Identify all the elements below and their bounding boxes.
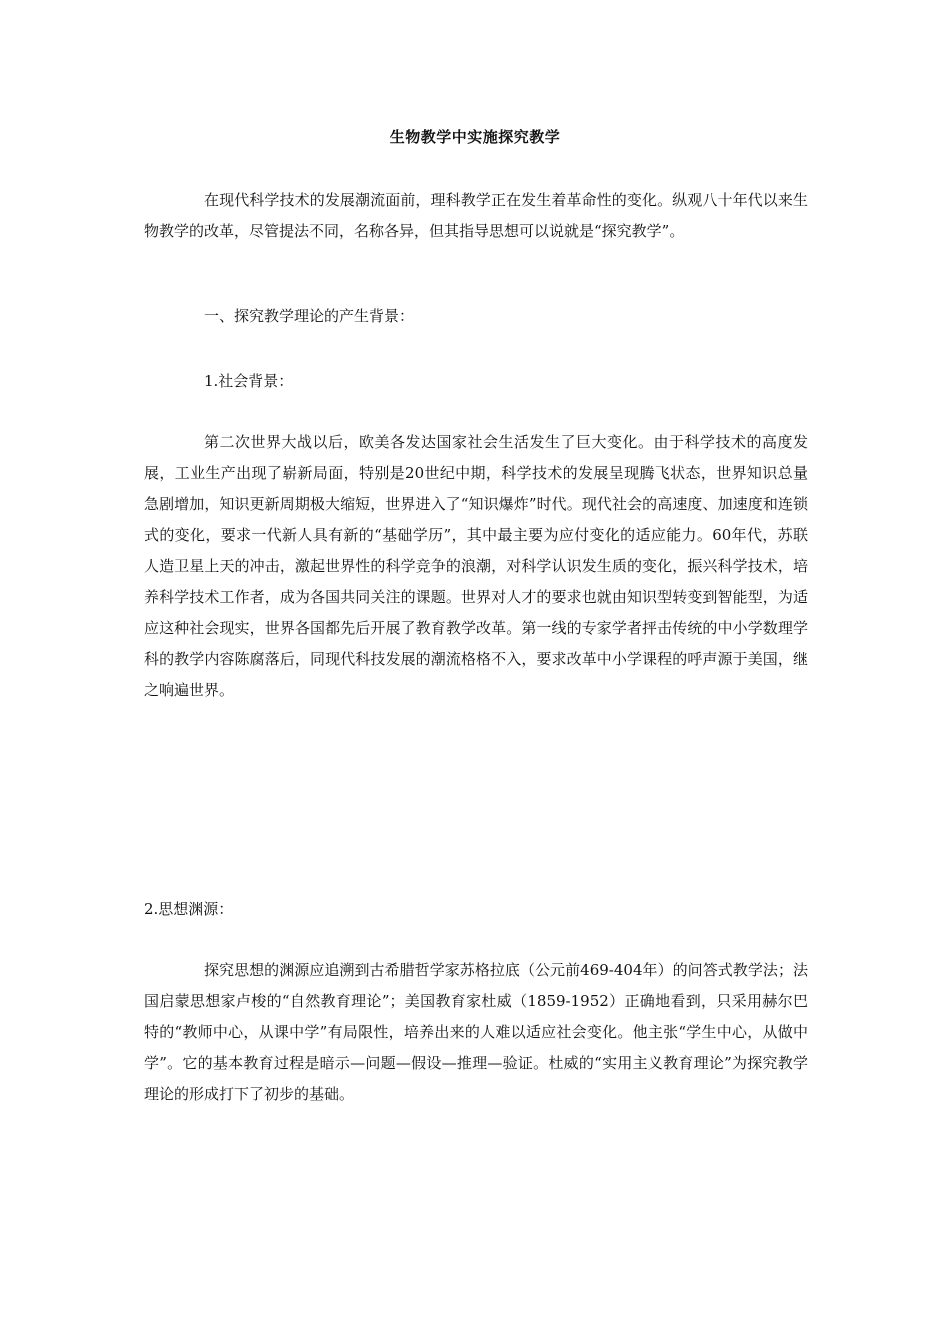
section-heading-background: 一、探究教学理论的产生背景： xyxy=(204,307,415,325)
social-background-paragraph: 第二次世界大战以后，欧美各发达国家社会生活发生了巨大变化。由于科学技术的高度发展，工业生产出现了崭新局面，特别是20世纪中期，科学技术的发展呈现腾飞状态，世界知识总量急剧增加，知识更新周期极大缩短，世界进入了“知识爆炸”时代。现代社会的高速度、加速度和连锁式的变化，要求一代新人具有新的“基础学历”，其中最主要为应付变化的适应能力。60年代，苏联人造卫星上天的冲击，激起世界性的科学竞争的浪潮，对科学认识发生质的变化，振兴科学技术，培养科学技术工作者，成为各国共同关注的课题。世界对人才的要求也就由知识型转变到智能型，为适应这种社会现实，世界各国都先后开展了教育教学改革。第一线的专家学者抨击传统的中小学数理学科的教学内容陈腐落后，同现代科技发展的潮流格格不入，要求改革中小学课程的呼声源于美国，继之响遍世界。 xyxy=(144,433,808,699)
document-title: 生物教学中实施探究教学 xyxy=(389,128,561,146)
origins-paragraph: 探究思想的渊源应追溯到古希腊哲学家苏格拉底（公元前469-404年）的问答式教学法；法国启蒙思想家卢梭的“自然教育理论”；美国教育家杜威（1859-1952）正确地看到，只采用赫尔巴特的“教师中心，从课中学”有局限性，培养出来的人难以适应社会变化。他主张“学生中心，从做中学”。它的基本教育过程是暗示—问题—假设—推理—验证。杜威的“实用主义教育理论”为探究教学理论的形成打下了初步的基础。 xyxy=(144,961,808,1103)
subsection-heading-social: 1.社会背景： xyxy=(204,372,294,390)
subsection-heading-origins: 2.思想渊源： xyxy=(144,900,234,918)
intro-paragraph: 在现代科学技术的发展潮流面前，理科教学正在发生着革命性的变化。纵观八十年代以来生物教学的改革，尽管提法不同，名称各异，但其指导思想可以说就是“探究教学”。 xyxy=(144,191,808,240)
